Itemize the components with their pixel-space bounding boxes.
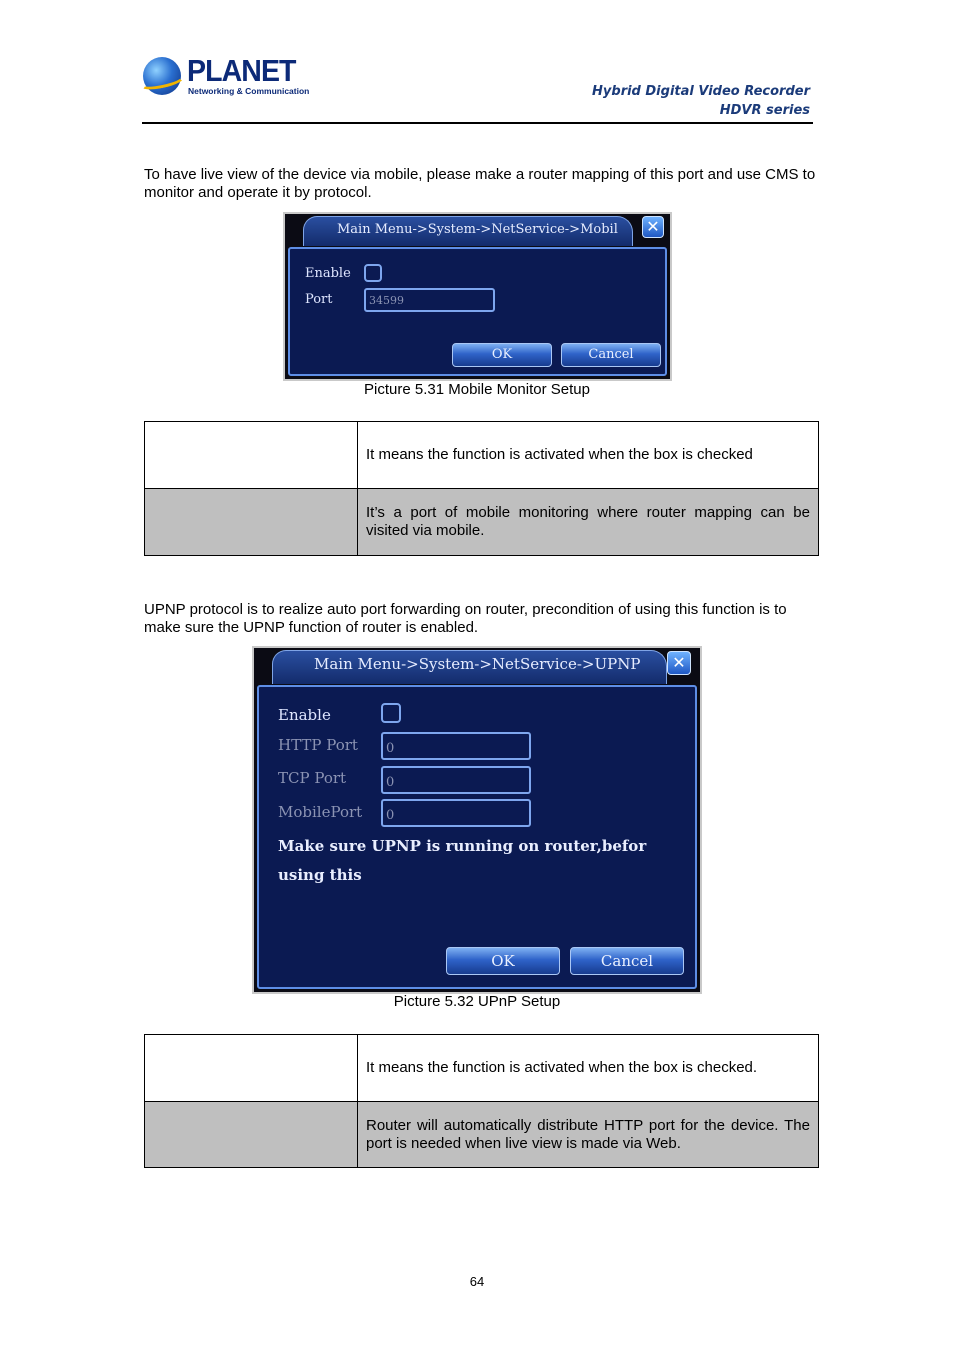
document-title-line2: HDVR series <box>719 103 810 118</box>
enable-label: Enable <box>305 266 351 281</box>
enable-checkbox[interactable] <box>364 264 382 282</box>
ok-button[interactable]: OK <box>452 343 552 367</box>
cancel-button[interactable]: Cancel <box>561 343 661 367</box>
mobile-port-label: MobilePort <box>278 803 363 821</box>
param-name <box>145 489 358 556</box>
param-desc: It’s a port of mobile monitoring where router mapping can be visited via mobile. <box>358 489 819 556</box>
table-row <box>145 489 819 556</box>
upnp-param-table <box>144 1034 819 1168</box>
dialog-title: Main Menu->System->NetService->Mobil <box>337 222 618 237</box>
param-name <box>145 1102 358 1168</box>
document-title-line1: Hybrid Digital Video Recorder <box>592 84 810 99</box>
table-row <box>145 1035 819 1102</box>
tcp-port-input[interactable]: 0 <box>381 766 531 794</box>
tcp-port-label: TCP Port <box>278 769 347 787</box>
cancel-button[interactable]: Cancel <box>570 947 684 975</box>
table-row <box>145 422 819 489</box>
planet-logo <box>143 53 310 100</box>
mobile-intro: To have live view of the device via mobile, please make a router mapping of this port and use CMS to monitor and operate it by protocol. <box>144 166 816 201</box>
mobile-caption: Picture 5.31 Mobile Monitor Setup <box>364 381 590 398</box>
upnp-note-line1: Make sure UPNP is running on router,befor <box>278 837 647 855</box>
param-desc: Router will automatically distribute HTTP port for the device. The port is needed when live view is made via Web. <box>358 1102 819 1168</box>
param-desc: It means the function is activated when the box is checked. <box>358 1035 819 1102</box>
mobile-param-table <box>144 421 819 556</box>
logo-subtitle: Networking & Communication <box>188 86 310 96</box>
document-title <box>592 82 810 120</box>
upnp-intro: UPNP protocol is to realize auto port forwarding on router, precondition of using this function is to make sure the UPNP function of router is enabled. <box>144 601 787 636</box>
upnp-dialog <box>252 646 702 994</box>
port-input[interactable]: 34599 <box>364 288 495 312</box>
upnp-note-line2: using this <box>278 866 362 884</box>
mobile-port-input[interactable]: 0 <box>381 799 531 827</box>
upnp-caption: Picture 5.32 UPnP Setup <box>393 993 561 1010</box>
close-icon[interactable]: ✕ <box>667 651 691 675</box>
param-name <box>145 422 358 489</box>
dialog-body <box>288 247 667 376</box>
port-label: Port <box>305 292 333 307</box>
param-desc: It means the function is activated when the box is checked <box>358 422 819 489</box>
dialog-title-bar <box>285 214 670 248</box>
mobile-monitor-dialog <box>283 212 672 381</box>
http-port-label: HTTP Port <box>278 736 358 754</box>
logo-wordmark: PLANET <box>187 53 296 88</box>
table-row <box>145 1102 819 1168</box>
close-icon[interactable]: ✕ <box>642 216 664 238</box>
dialog-body <box>257 685 697 989</box>
enable-label: Enable <box>278 706 331 724</box>
ok-button[interactable]: OK <box>446 947 560 975</box>
dialog-title-bar <box>254 648 700 686</box>
http-port-input[interactable]: 0 <box>381 732 531 760</box>
header-rule <box>142 122 813 124</box>
enable-checkbox[interactable] <box>381 703 401 723</box>
param-name <box>145 1035 358 1102</box>
page-number: 64 <box>469 1274 485 1289</box>
dialog-title: Main Menu->System->NetService->UPNP <box>314 655 641 673</box>
